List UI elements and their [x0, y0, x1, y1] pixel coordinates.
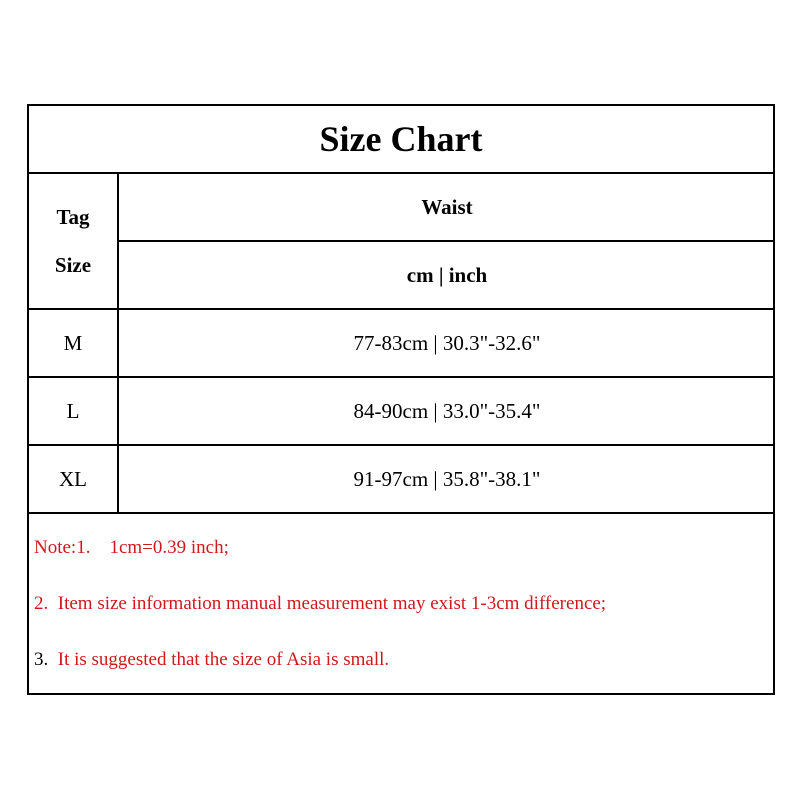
tag-size-header-line2: Size	[54, 253, 92, 277]
tag-size-header	[29, 174, 119, 310]
waist-value-m: 77-83cm | 30.3"-32.6"	[119, 310, 775, 378]
notes-section	[29, 511, 773, 693]
waist-header: Waist	[119, 174, 775, 242]
size-cell-m: M	[29, 310, 119, 378]
note-1: Note:1. 1cm=0.39 inch;	[34, 537, 229, 558]
note-3	[34, 649, 389, 671]
note-2: 2. Item size information manual measurement may exist 1-3cm difference;	[34, 593, 607, 614]
chart-title: Size Chart	[29, 106, 773, 174]
size-chart-table	[27, 104, 775, 695]
tag-size-header-line1: Tag	[56, 205, 90, 229]
size-cell-l: L	[29, 378, 119, 446]
note-3-text: It is suggested that the size of Asia is small.	[48, 649, 390, 670]
size-cell-xl: XL	[29, 446, 119, 514]
units-header: cm | inch	[119, 242, 775, 310]
waist-value-xl: 91-97cm | 35.8"-38.1"	[119, 446, 775, 514]
note-3-number: 3.	[34, 649, 49, 670]
waist-value-l: 84-90cm | 33.0"-35.4"	[119, 378, 775, 446]
